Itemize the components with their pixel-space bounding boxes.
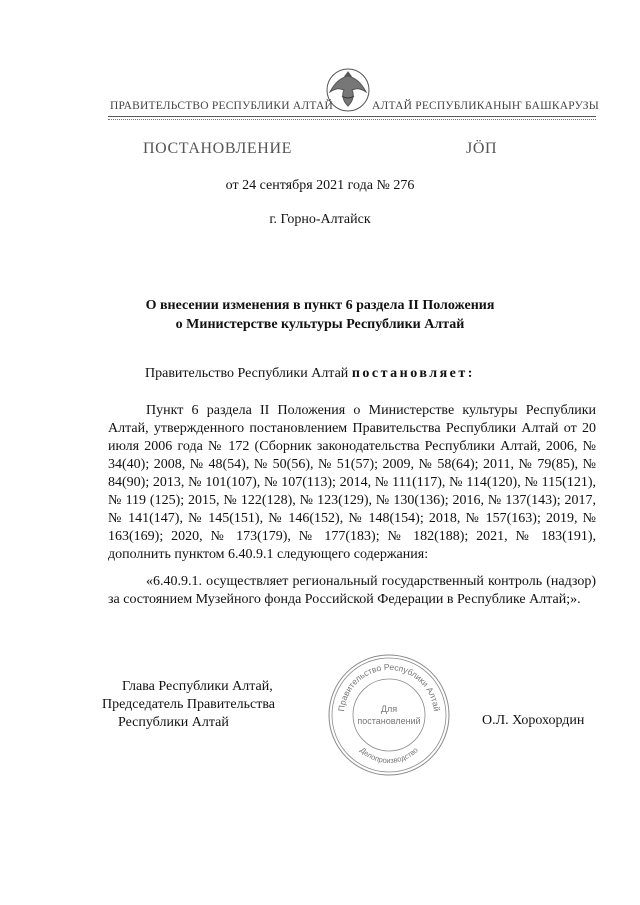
- signatory-line-1: Глава Республики Алтай,: [122, 679, 273, 694]
- signatory-title: [102, 678, 275, 732]
- body-paragraph: Пункт 6 раздела II Положения о Министерстве культуры Республики Алтай, утвержденного постановлением Правительства Республики Алтай от 20 июля 2006 года № 172 (Сборник законодательства Республики Алтай, 2006, № 34(40); 2008, № 48(54), № 50(56), № 51(57); 2009, № 58(64); 2011, № 79(85), № 84(90); 2013, № 101(107), № 107(113); 2014, № 111(117), № 114(120), № 115(121), № 119 (125); 2015, № 122(128), № 123(129), № 130(136); 2016, № 137(143); 2017, № 141(147), № 145(151), № 146(152), № 148(154); 2018, № 157(163); 2019, № 163(169); 2020, № 173(179), № 177(183); № 182(188); 2021, № 183(191), дополнить пунктом 6.40.9.1 следующего содержания:: [108, 403, 596, 562]
- title-line-2: о Министерстве культуры Республики Алтай: [175, 317, 465, 332]
- stamp-center-line-1: Для: [380, 704, 398, 714]
- stamp-bottom-text: Делопроизводство: [358, 745, 420, 766]
- body-quote: «6.40.9.1. осуществляет региональный государственный контроль (надзор) за состоянием Музейного фонда Российской Федерации в Республике Алтай;».: [108, 574, 596, 607]
- document-date: от 24 сентября 2021 года № 276: [225, 178, 415, 193]
- header-org-ru: ПРАВИТЕЛЬСТВО РЕСПУБЛИКИ АЛТАЙ: [110, 100, 334, 112]
- doc-type-alt: ЈӦП: [466, 140, 498, 157]
- title-line-1: О внесении изменения в пункт 6 раздела II Положения: [145, 298, 495, 313]
- signatory-line-3: Республики Алтай: [118, 715, 229, 730]
- round-stamp: [326, 652, 452, 778]
- signatory-line-2: Председатель Правительства: [102, 697, 275, 712]
- header-rule: [108, 116, 596, 117]
- doc-type-ru: ПОСТАНОВЛЕНИЕ: [143, 140, 292, 157]
- svg-text:Делопроизводство: [358, 746, 419, 766]
- signatory-name: О.Л. Хорохордин: [482, 713, 585, 728]
- preamble-verb: постановляет:: [351, 366, 475, 381]
- document-title: [0, 296, 640, 334]
- header-rule-dotted: [108, 119, 596, 120]
- stamp-center-line-2: постановлений: [357, 716, 421, 726]
- stamp-ring-text: Правительство Республики Алтай: [336, 661, 442, 712]
- header-org-alt: АЛТАЙ РЕСПУБЛИКАНЫҤ БАШКАРУЗЫ: [372, 100, 599, 112]
- document-city: г. Горно-Алтайск: [269, 212, 371, 227]
- preamble: [145, 366, 475, 382]
- preamble-lead: Правительство Республики Алтай: [145, 366, 352, 381]
